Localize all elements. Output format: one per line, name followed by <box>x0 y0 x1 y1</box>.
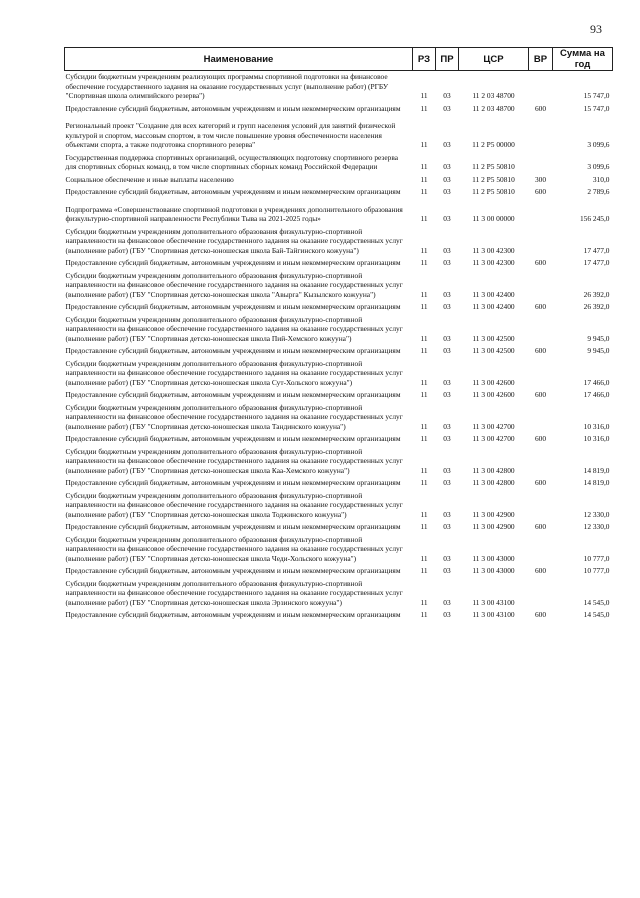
cell-pr: 03 <box>443 597 451 607</box>
cell-sum: 3 099,6 <box>587 162 610 171</box>
cell-sum: 26 392,0 <box>583 289 610 299</box>
cell-sum: 17 477,0 <box>583 245 610 255</box>
cell-name: Предоставление субсидий бюджетным, автономным учреждениям и иным некоммерческим организациям <box>65 302 401 311</box>
cell-name: Предоставление субсидий бюджетным, автономным учреждениям и иным некоммерческим организациям <box>65 610 401 619</box>
cell-name: Предоставление субсидий бюджетным, автономным учреждениям и иным некоммерческим организациям <box>65 566 401 575</box>
table-row <box>65 477 613 490</box>
cell-pr: 03 <box>443 289 451 299</box>
cell-sum: 14 819,0 <box>583 478 610 487</box>
cell-name: Субсидии бюджетным учреждениям дополнительного образования физкультурно-спортивной направленности на финансовое обеспечение государственного задания на оказание государственных услуг (выполнение работ) (ГБУ "Спортивная детско-юношеская школа "Авырга" Кызылского кожууна") <box>65 270 403 299</box>
cell-vr: 300 <box>534 174 547 184</box>
cell-vr <box>529 199 553 226</box>
cell-csr: 11 2 P5 50810 <box>472 174 515 184</box>
cell-vr: 600 <box>534 258 547 267</box>
cell-name: Социальное обеспечение и иные выплаты населению <box>65 174 234 184</box>
cell-rz: 11 <box>420 140 428 149</box>
cell-pr: 03 <box>443 434 451 443</box>
cell-name: Предоставление субсидий бюджетным, автономным учреждениям и иным некоммерческим организациям <box>65 187 401 196</box>
cell-rz: 11 <box>420 245 428 255</box>
cell-csr: 11 3 00 42600 <box>472 390 515 399</box>
cell-name: Субсидии бюджетным учреждениям дополнительного образования физкультурно-спортивной направленности на финансовое обеспечение государственного задания на оказание государственных услуг (выполнение работ) (ГБУ "Спортивная детско-юношеская школа Эрзинского кожууна") <box>65 578 403 607</box>
table-row <box>65 152 613 174</box>
cell-sum: 15 747,0 <box>583 103 610 113</box>
cell-rz: 11 <box>420 258 428 267</box>
cell-sum: 17 477,0 <box>583 258 610 267</box>
table-row <box>65 578 613 610</box>
table-header <box>65 48 613 71</box>
budget-table <box>64 47 613 622</box>
cell-name: Региональный проект "Создание для всех категорий и групп населения условий для занятий физической культурой и спортом, массовым спортом, в том числе повышение уровня обеспеченности населения объектами спорта, а также подготовка спортивного резерва" <box>65 121 396 149</box>
cell-name: Субсидии бюджетным учреждениям дополнительного образования физкультурно-спортивной направленности на финансовое обеспечение государственного задания на оказание государственных услуг (выполнение работ) (ГБУ "Спортивная детско-юношеская школа Каа-Хемского кожууна") <box>65 446 403 475</box>
cell-vr: 600 <box>534 478 547 487</box>
cell-rz: 11 <box>420 214 428 223</box>
cell-vr <box>529 270 553 302</box>
table-row <box>65 301 613 314</box>
cell-vr <box>529 314 553 346</box>
cell-rz: 11 <box>420 333 428 343</box>
cell-vr: 600 <box>534 566 547 575</box>
cell-sum: 2 789,6 <box>587 187 610 196</box>
cell-name: Предоставление субсидий бюджетным, автономным учреждениям и иным некоммерческим организациям <box>65 346 401 355</box>
cell-vr: 600 <box>534 103 547 113</box>
header-rz: РЗ <box>413 48 436 71</box>
cell-sum: 10 316,0 <box>583 421 610 431</box>
cell-rz: 11 <box>420 509 428 519</box>
cell-csr: 11 3 00 42900 <box>472 509 515 519</box>
cell-csr: 11 3 00 42500 <box>472 333 515 343</box>
cell-name: Субсидии бюджетным учреждениям дополнительного образования физкультурно-спортивной направленности на финансовое обеспечение государственного задания на оказание государственных услуг (выполнение работ) (ГБУ "Спортивная детско-юношеская школа Сут-Хольского кожууна") <box>65 358 403 387</box>
cell-rz: 11 <box>420 434 428 443</box>
table-row <box>65 115 613 152</box>
cell-sum: 14 819,0 <box>583 465 610 475</box>
cell-csr: 11 3 00 43100 <box>472 597 515 607</box>
table-row <box>65 490 613 522</box>
table-row <box>65 389 613 402</box>
table-row <box>65 226 613 258</box>
cell-csr: 11 3 00 42400 <box>472 302 515 311</box>
cell-name: Предоставление субсидий бюджетным, автономным учреждениям и иным некоммерческим организациям <box>65 478 401 487</box>
cell-name: Подпрограмма «Совершенствование спортивной подготовки в учреждениях дополнительного образования физкультурно-спортивной направленности Республики Тыва на 2021-2025 годы» <box>65 204 403 223</box>
cell-csr: 11 2 P5 00000 <box>472 140 515 149</box>
cell-sum: 310,0 <box>592 174 610 184</box>
cell-pr: 03 <box>443 522 451 531</box>
cell-name: Субсидии бюджетным учреждениям дополнительного образования физкультурно-спортивной направленности на финансовое обеспечение государственного задания на оказание государственных услуг (выполнение работ) (ГБУ "Спортивная детско-юношеская школа Тоджинского кожууна") <box>65 490 403 519</box>
cell-rz: 11 <box>420 465 428 475</box>
table-row <box>65 174 613 187</box>
cell-csr: 11 3 00 43100 <box>472 610 515 619</box>
header-name: Наименование <box>65 48 413 71</box>
cell-vr: 600 <box>534 187 547 196</box>
cell-sum: 156 245,0 <box>579 214 610 223</box>
cell-csr: 11 2 P5 50810 <box>472 162 515 171</box>
cell-csr: 11 3 00 42500 <box>472 346 515 355</box>
table-row <box>65 534 613 566</box>
table-row <box>65 609 613 622</box>
cell-sum: 15 747,0 <box>583 91 610 100</box>
cell-vr <box>529 446 553 478</box>
cell-pr: 03 <box>443 553 451 563</box>
cell-vr <box>529 358 553 390</box>
cell-sum: 17 466,0 <box>583 377 610 387</box>
cell-rz: 11 <box>420 289 428 299</box>
cell-rz: 11 <box>420 103 428 113</box>
cell-vr <box>529 71 553 103</box>
cell-pr: 03 <box>443 162 451 171</box>
cell-rz: 11 <box>420 478 428 487</box>
table-row <box>65 446 613 478</box>
table-row <box>65 521 613 534</box>
cell-rz: 11 <box>420 390 428 399</box>
cell-csr: 11 2 P5 50810 <box>472 187 515 196</box>
cell-pr: 03 <box>443 566 451 575</box>
cell-pr: 03 <box>443 91 451 100</box>
cell-name: Предоставление субсидий бюджетным, автономным учреждениям и иным некоммерческим организациям <box>65 522 401 531</box>
cell-sum: 9 945,0 <box>587 346 610 355</box>
cell-rz: 11 <box>420 377 428 387</box>
cell-rz: 11 <box>420 566 428 575</box>
cell-pr: 03 <box>443 187 451 196</box>
cell-vr <box>529 402 553 434</box>
table-body <box>65 71 613 622</box>
cell-csr: 11 2 03 48700 <box>472 103 515 113</box>
cell-sum: 26 392,0 <box>583 302 610 311</box>
cell-pr: 03 <box>443 245 451 255</box>
cell-pr: 03 <box>443 509 451 519</box>
cell-pr: 03 <box>443 390 451 399</box>
cell-rz: 11 <box>420 522 428 531</box>
cell-csr: 11 3 00 42800 <box>472 465 515 475</box>
cell-rz: 11 <box>420 187 428 196</box>
table-row <box>65 565 613 578</box>
cell-rz: 11 <box>420 174 428 184</box>
cell-pr: 03 <box>443 214 451 223</box>
table-row <box>65 433 613 446</box>
cell-name: Предоставление субсидий бюджетным, автономным учреждениям и иным некоммерческим организациям <box>65 434 401 443</box>
cell-name: Субсидии бюджетным учреждениям реализующих программы спортивной подготовки на финансовое обеспечение государственного задания на оказание государственных услуг (выполнение работ) (РГБУ "Спортивная школа олимпийского резерва") <box>65 72 389 100</box>
cell-pr: 03 <box>443 140 451 149</box>
cell-pr: 03 <box>443 377 451 387</box>
cell-rz: 11 <box>420 162 428 171</box>
cell-pr: 03 <box>443 465 451 475</box>
cell-sum: 14 545,0 <box>583 610 610 619</box>
cell-pr: 03 <box>443 103 451 113</box>
table-row <box>65 199 613 226</box>
cell-vr: 600 <box>534 522 547 531</box>
header-pr: ПР <box>436 48 459 71</box>
cell-csr: 11 3 00 42600 <box>472 377 515 387</box>
cell-pr: 03 <box>443 333 451 343</box>
cell-pr: 03 <box>443 174 451 184</box>
cell-sum: 9 945,0 <box>587 333 610 343</box>
cell-name: Субсидии бюджетным учреждениям дополнительного образования физкультурно-спортивной направленности на финансовое обеспечение государственного задания на оказание государственных услуг (выполнение работ) (ГБУ "Спортивная детско-юношеская школа Тандинского кожууна") <box>65 402 403 431</box>
cell-name: Предоставление субсидий бюджетным, автономным учреждениям и иным некоммерческим организациям <box>65 390 401 399</box>
table-row <box>65 358 613 390</box>
cell-sum: 12 330,0 <box>583 509 610 519</box>
cell-csr: 11 3 00 42900 <box>472 522 515 531</box>
cell-csr: 11 3 00 43000 <box>472 566 515 575</box>
cell-name: Субсидии бюджетным учреждениям дополнительного образования физкультурно-спортивной направленности на финансовое обеспечение государственного задания на оказание государственных услуг (выполнение работ) (ГБУ "Спортивная детско-юношеская школа Бай-Тайгинского кожууна") <box>65 226 403 255</box>
cell-vr: 600 <box>534 390 547 399</box>
table-row <box>65 402 613 434</box>
header-row <box>65 48 613 71</box>
cell-name: Предоставление субсидий бюджетным, автономным учреждениям и иным некоммерческим организациям <box>65 258 401 267</box>
cell-rz: 11 <box>420 597 428 607</box>
table-row <box>65 257 613 270</box>
cell-vr <box>529 578 553 610</box>
cell-pr: 03 <box>443 478 451 487</box>
cell-pr: 03 <box>443 302 451 311</box>
table-row <box>65 71 613 103</box>
cell-csr: 11 3 00 42300 <box>472 245 515 255</box>
header-csr: ЦСР <box>459 48 529 71</box>
cell-pr: 03 <box>443 346 451 355</box>
cell-rz: 11 <box>420 302 428 311</box>
cell-pr: 03 <box>443 258 451 267</box>
table-row <box>65 103 613 116</box>
cell-vr <box>529 152 553 174</box>
page-number: 93 <box>590 22 602 36</box>
cell-vr: 600 <box>534 302 547 311</box>
cell-pr: 03 <box>443 421 451 431</box>
cell-vr <box>529 534 553 566</box>
cell-csr: 11 3 00 42700 <box>472 421 515 431</box>
cell-sum: 10 777,0 <box>583 566 610 575</box>
cell-name: Государственная поддержка спортивных организаций, осуществляющих подготовку спортивного резерва для спортивных сборных команд, в том числе спортивных сборных команд Российской Федерации <box>65 152 398 171</box>
cell-csr: 11 3 00 00000 <box>472 214 515 223</box>
cell-sum: 10 316,0 <box>583 434 610 443</box>
cell-vr <box>529 226 553 258</box>
cell-csr: 11 2 03 48700 <box>472 91 515 100</box>
cell-sum: 17 466,0 <box>583 390 610 399</box>
cell-rz: 11 <box>420 610 428 619</box>
cell-vr: 600 <box>534 346 547 355</box>
cell-pr: 03 <box>443 610 451 619</box>
cell-csr: 11 3 00 42300 <box>472 258 515 267</box>
cell-name: Субсидии бюджетным учреждениям дополнительного образования физкультурно-спортивной направленности на финансовое обеспечение государственного задания на оказание государственных услуг (выполнение работ) (ГБУ "Спортивная детско-юношеская школа Пий-Хемского кожууна") <box>65 314 403 343</box>
cell-sum: 14 545,0 <box>583 597 610 607</box>
cell-rz: 11 <box>420 91 428 100</box>
cell-csr: 11 3 00 42400 <box>472 289 515 299</box>
cell-vr: 600 <box>534 610 547 619</box>
cell-name: Субсидии бюджетным учреждениям дополнительного образования физкультурно-спортивной направленности на финансовое обеспечение государственного задания на оказание государственных услуг (выполнение работ) (ГБУ "Спортивная детско-юношеская школа Чеди-Хольского кожууна") <box>65 534 403 563</box>
cell-vr <box>529 490 553 522</box>
table-row <box>65 270 613 302</box>
cell-rz: 11 <box>420 346 428 355</box>
header-vr: ВР <box>529 48 553 71</box>
cell-rz: 11 <box>420 421 428 431</box>
table-row <box>65 186 613 199</box>
cell-name: Предоставление субсидий бюджетным, автономным учреждениям и иным некоммерческим организациям <box>65 103 401 113</box>
cell-rz: 11 <box>420 553 428 563</box>
cell-sum: 12 330,0 <box>583 522 610 531</box>
header-sum: Сумма на год <box>553 48 613 71</box>
table-row <box>65 314 613 346</box>
cell-vr: 600 <box>534 434 547 443</box>
cell-vr <box>529 115 553 152</box>
cell-csr: 11 3 00 42700 <box>472 434 515 443</box>
cell-csr: 11 3 00 43000 <box>472 553 515 563</box>
table-row <box>65 345 613 358</box>
cell-sum: 10 777,0 <box>583 553 610 563</box>
cell-sum: 3 099,6 <box>587 140 610 149</box>
cell-csr: 11 3 00 42800 <box>472 478 515 487</box>
